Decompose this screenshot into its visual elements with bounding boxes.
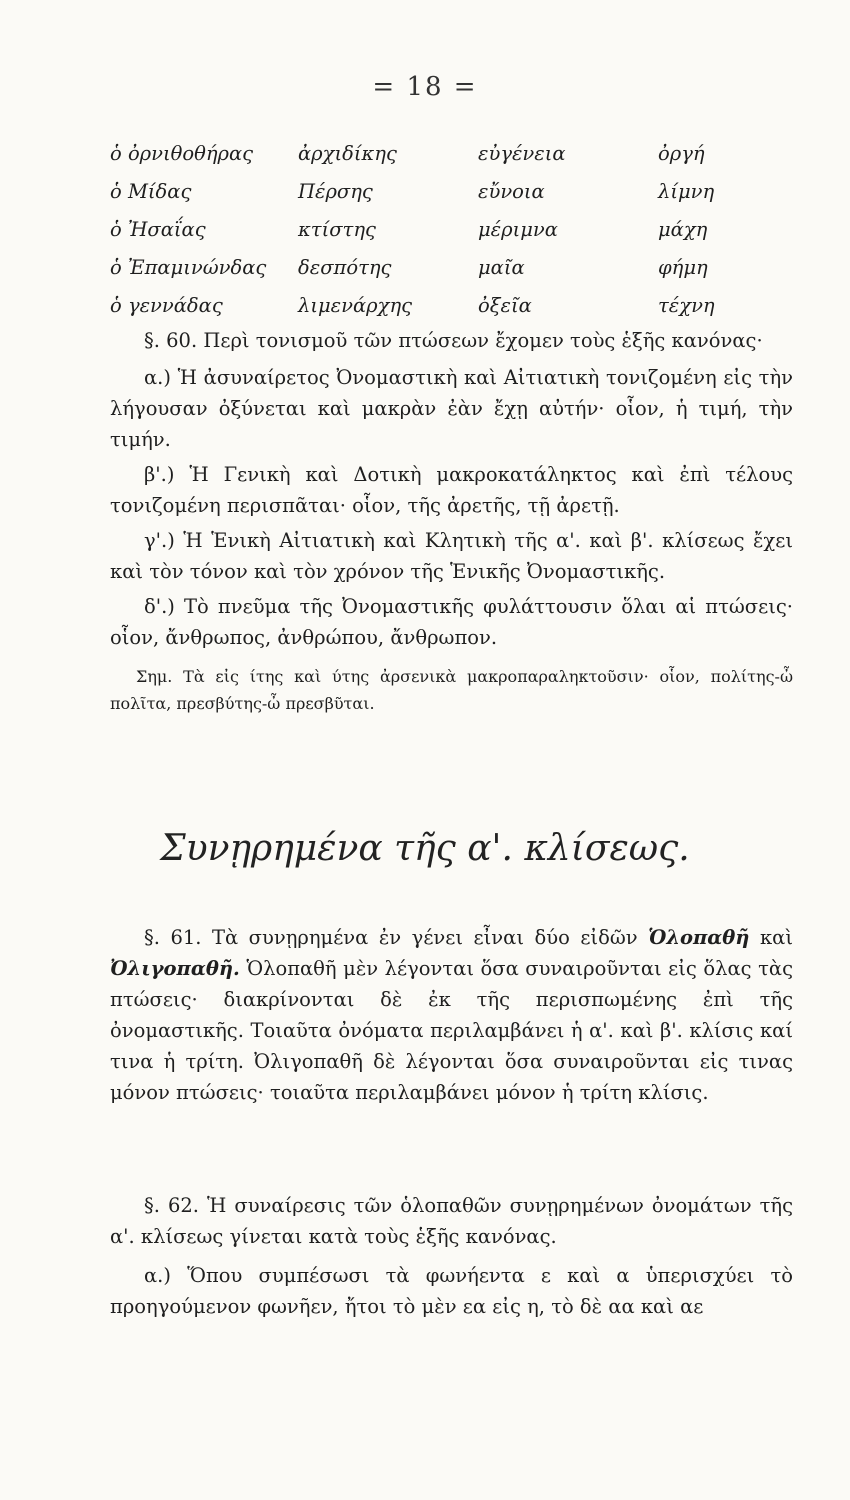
paragraph-62-intro: §. 62. Ἡ συναίρεσις τῶν ὁλοπαθῶν συνῃρημένων ὀνομάτων τῆς α'. κλίσεως γίνεται κατὰ τοὺς ἑξῆς κανόνας. [110,1194,793,1248]
table-cell: τέχνη [658,293,715,317]
table-row [110,248,800,286]
table-row [110,134,800,172]
paragraph-62 [110,1190,793,1322]
table-cell: ὁ Ἠσαΐας [110,217,206,241]
table-cell: ἀρχιδίκης [298,141,397,165]
rule-a: α.) Ἡ ἀσυναίρετος Ὀνομαστικὴ καὶ Αἰτιατικὴ τονιζομένη εἰς τὴν λήγουσαν ὀξύνεται καὶ μακρὰν ἐὰν ἔχῃ αὐτήν· οἷον, ἡ τιμή, τὴν τιμήν. [110,366,793,451]
table-cell: εὔνοια [478,179,545,203]
table-cell: μέριμνα [478,217,558,241]
table-cell: μαῖα [478,255,525,279]
note: Σημ. Τὰ εἰς ίτης καὶ ύτης ἀρσενικὰ μακροπαραληκτοῦσιν· οἷον, πολίτης-ὦ πολῖτα, πρεσβύτης-ὦ πρεσβῦται. [110,667,793,713]
table-cell: ὀξεῖα [478,293,532,317]
rule-d: δ'.) Τὸ πνεῦμα τῆς Ὀνομαστικῆς φυλάττουσιν ὅλαι αἱ πτώσεις· οἷον, ἄνθρωπος, ἀνθρώπου, ἄνθρωπον. [110,595,793,649]
table-cell: εὐγένεια [478,141,566,165]
paragraph-number: §. 61. [144,926,202,949]
table-row [110,172,800,210]
table-cell: μάχη [658,217,708,241]
table-cell: ὁ Ἐπαμινώνδας [110,255,267,279]
rule-c: γ'.) Ἡ Ἑνικὴ Αἰτιατικὴ καὶ Κλητικὴ τῆς α'. καὶ β'. κλίσεως ἔχει καὶ τὸν τόνον καὶ τὸν χρόνον τῆς Ἑνικῆς Ὀνομαστικῆς. [110,529,793,583]
paragraph-61: §. 61. Τὰ συνῃρημένα ἐν γένει εἶναι δύο εἰδῶν Ὁλοπαθῆ καὶ Ὀλιγοπαθῆ. Ὁλοπαθῆ μὲν λέγονται ὅσα συναιροῦνται εἰς ὅλας τὰς πτώσεις· διακρίνονται δὲ ἐκ τῆς περισπωμένης ἐπὶ τῆς ὀνομαστικῆς. Τοιαῦτα ὀνόματα περιλαμβάνει ἡ α'. καὶ β'. κλίσις καί τινα ἡ τρίτη. Ὀλιγοπαθῆ δὲ λέγονται ὅσα συναιροῦνται εἰς τινας μόνον πτώσεις· τοιαῦτα περιλαμβάνει μόνον ἡ τρίτη κλίσις. [110,926,793,1104]
table-cell: κτίστης [298,217,376,241]
table-cell: δεσπότης [298,255,392,279]
table-cell: λίμνη [658,179,715,203]
paragraph-60-intro: §. 60. Περὶ τονισμοῦ τῶν πτώσεων ἔχομεν τοὺς ἑξῆς κανόνας· [144,329,763,352]
table-cell: φήμη [658,255,708,279]
rule-62-a: α.) Ὅπου συμπέσωσι τὰ φωνήεντα ε καὶ α ὑπερισχύει τὸ προηγούμενον φωνῆεν, ἤτοι τὸ μὲν εα εἰς η, τὸ δὲ αα καὶ αε [110,1264,793,1318]
table-cell: ὁ ὀρνιθοθήρας [110,141,254,165]
table-cell: Πέρσης [298,179,373,203]
term-holopathe: Ὁλοπαθῆ [648,926,750,949]
term-oligopathe: Ὀλιγοπαθῆ. [110,957,240,980]
table-cell: λιμενάρχης [298,293,413,317]
word-example-table [110,134,800,324]
page-number: = 18 = [372,72,478,102]
paragraph-60 [110,325,793,717]
table-cell: ὁ Μίδας [110,179,192,203]
table-cell: ὀργή [658,141,705,165]
table-cell: ὁ γεννάδας [110,293,223,317]
rule-b: β'.) Ἡ Γενικὴ καὶ Δοτικὴ μακροκατάληκτος καὶ ἐπὶ τέλους τονιζομένη περισπᾶται· οἷον, τῆς ἀρετῆς, τῇ ἀρετῇ. [110,463,793,517]
table-row [110,286,800,324]
section-heading: Συνῃρημένα τῆς α'. κλίσεως. [160,828,690,869]
table-row [110,210,800,248]
